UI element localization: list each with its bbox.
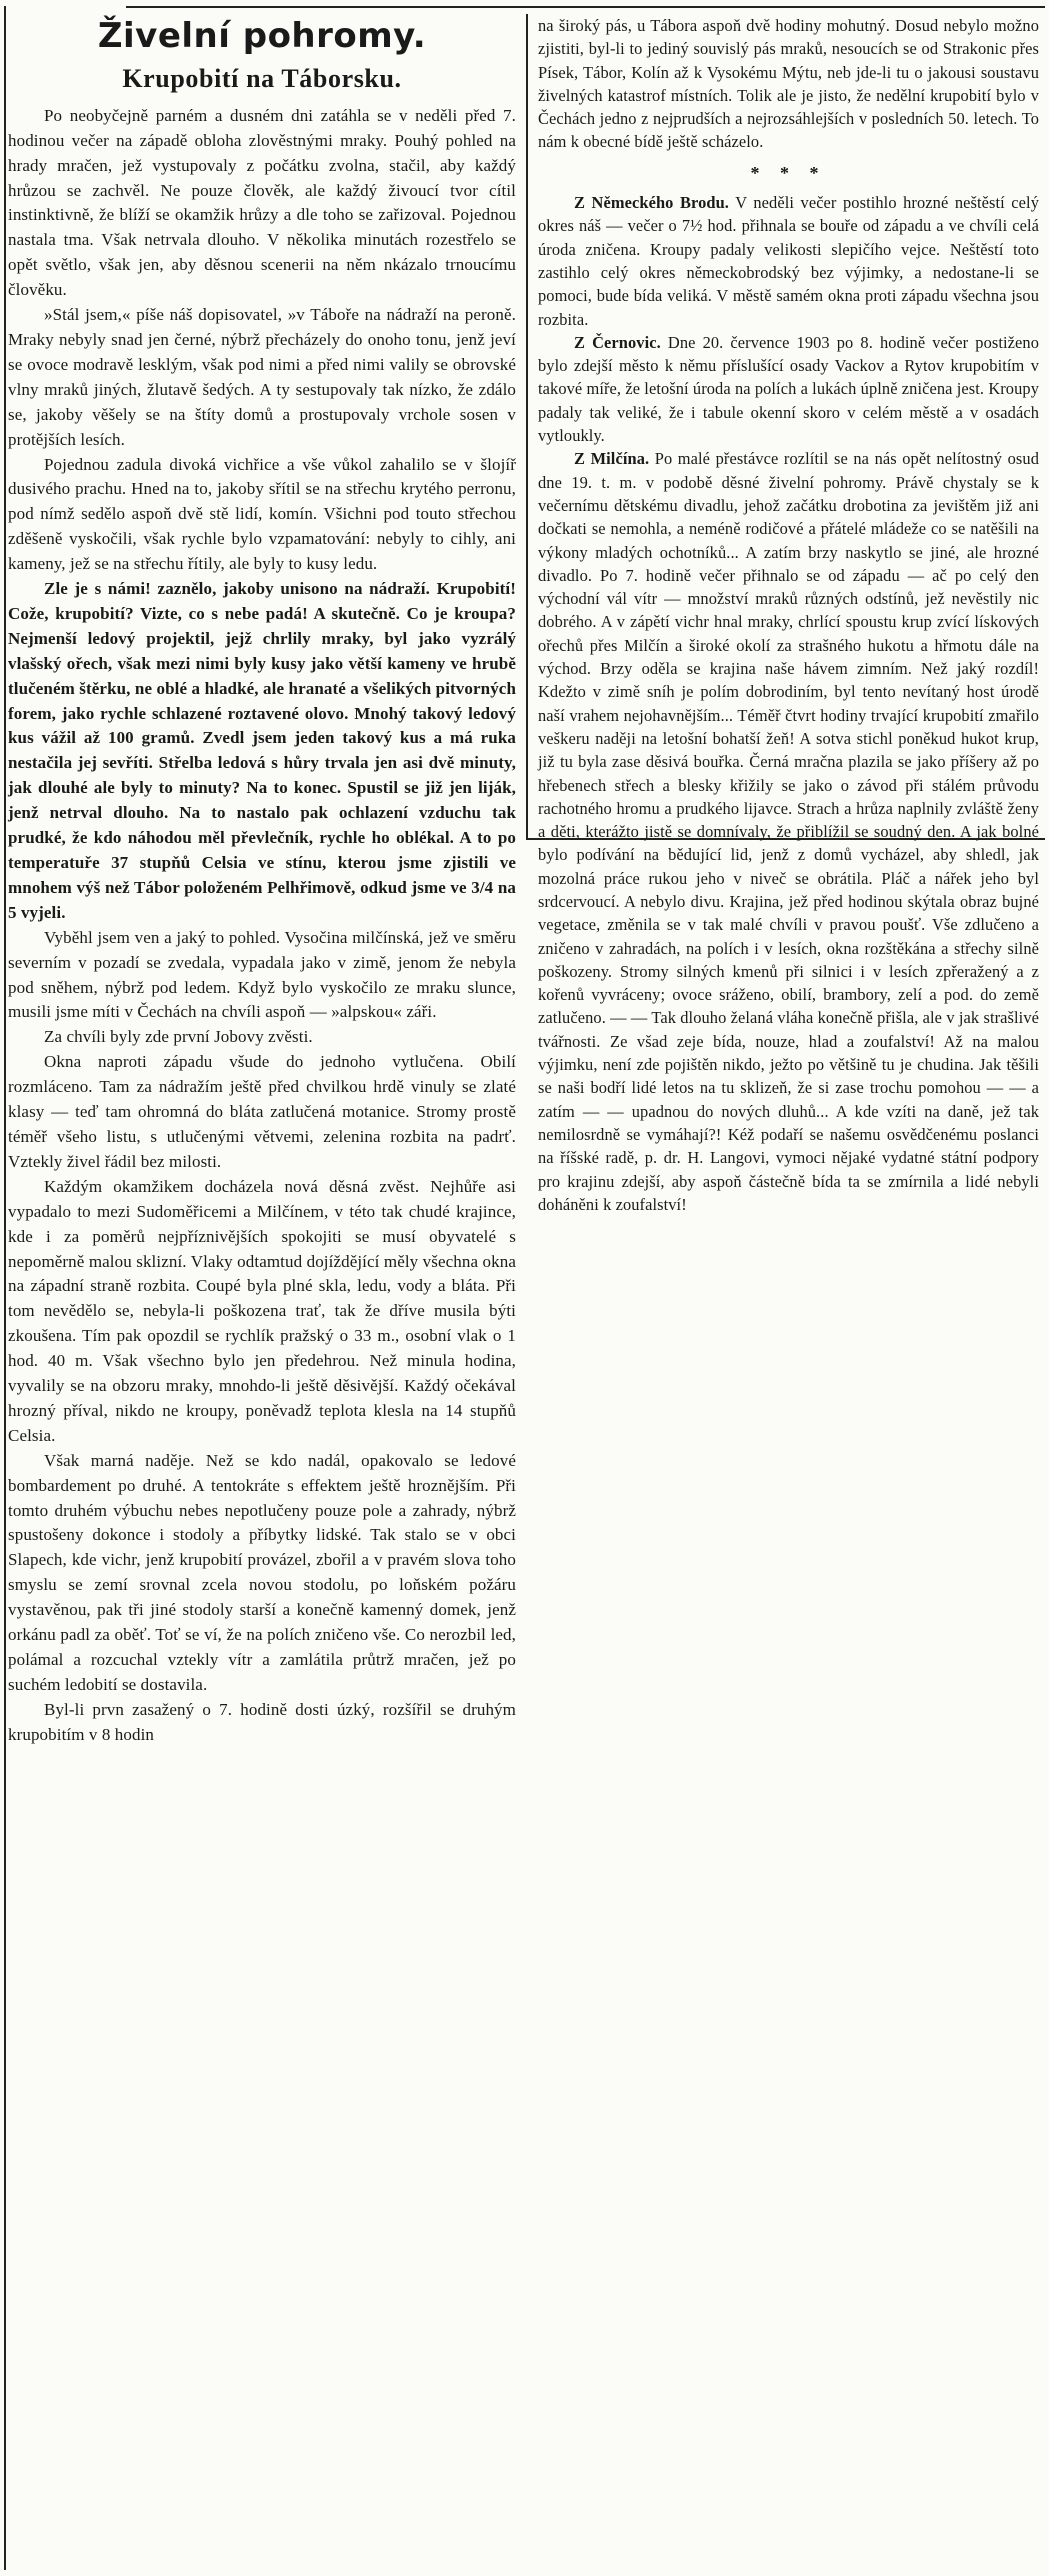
report-text: Po malé přestávce rozlítil se na nás opět nelítostný osud dne 19. t. m. v podobě děsné živelní pohromy. Právě chystaly se k večernímu dětskému divadlu, jehož začátku drobotina za jevištěm již ani dočkati se nemohla, a neméně rodičové a přátelé mládeže co se natěšili na výkony mladých ochotníků... A zatím brzy naskytlo se jiné, ale hrozné divadlo. Po 7. hodině večer přihnalo se od západu — ač po celý den východní vál vítr — množství mraků různých odstínů, jež nevěstily nic dobrého. A v zápětí vichr hnal mraky, chrlící spoustu krup zvící lískových ořechů přes Milčín a široké okolí za strašného hukotu a hřmotu dále na východ. Brzy oděla se krajina naše hávem zimním. Než jaký rozdíl! Kdežto v zimě sníh je polím dobrodiním, byl tento nevítaný host úrodě naší vrahem nejohavnějším... Téměř čtvrt hodiny trvající krupobití zmařilo veškeru naději na letošní bohatší žeň! A sotva stichl poněkud hukot krup, již tu byla zase děsivá bouřka. Černá mračna plazila se jako příšery až po hřebenech střech a blesky křižily se jako o závod při stálém průvodu rachotného hromu a prudkého lijavce. Strach a hrůza naplnily zvláště ženy a děti, kterážto jistě se domnívaly, že přiblížil se soudný den. A jak bolné bylo podívání na bědující lid, jenž z domů vycházel, aby shledl, jak mozolná práce rukou jeho v niveč se obrátila. Pláč a nářek jeho byl srdcervoucí. A nebylo divu. Krajina, jež před hodinou skýtala obraz bujné vegetace, změnila se v tak malé chvíli v pravou poušť. Vše zdlučeno a zničeno v zahradách, na polích i v lesích, okna rozštěkána a střechy silně poškozeny. Stromy silných kmenů při silnici i v lesích zpřeražený a z kořenů vyvráceny; ovoce sráženo, obilí, brambory, zelí a pod. do země zatlučeno. — — Tak dlouho želaná vláha konečně přišla, ale v jak strašlivé tvářnosti. Ze všad zeje bída, nouze, hlad a zoufalství! Až na malou výjimku, není zde pojištěn nikdo, ježto po většině tu je chudina. Jak těšili se naši bodří lidé letos na tu sklizeň, že si zase trochu pomohou — — a zatím — — upadnou do nových dluhů... A kde vzíti na daně, jež tak nemilosrdně se vymáhají?! Kéž podaří se našemu osvědčenému poslanci na říšské radě, p. dr. H. Langovi, vymoci nějaké vydatné státní podpory pro krajinu zdejší, aby aspoň částečně bída ta se zmírnila a lidé nebyli doháněni k zoufalství! xyxy=(538,449,1039,1214)
left-column xyxy=(4,14,526,2574)
section-separator-stars: * * * xyxy=(750,162,827,183)
paragraph: Pojednou zadula divoká vichřice a vše vůkol zahalilo se v šlojíř dusivého prachu. Hned na to, jakoby sřítil se na střechu krytého perronu, pod nímž sedělo aspoň dvě stě lidí, komín. Všichni pod touto střechou zděšeně vyskočili, však rychle bylo vzpamatování: nebyly to cihly, ani kameny, jež se na střechu řítily, ale byly to kusy ledu. xyxy=(8,454,516,574)
report-text: Dne 20. července 1903 po 8. hodině večer postiženo bylo zdejší město k němu příslušící osady Vackov a Rytov krupobitím v takové míře, že letošní úroda na polích a lukách úplně zničena jest. Kroupy padaly tak veliké, že i tabule okenní skoro v celém městě a v osadách vytloukly. xyxy=(538,332,1040,446)
paragraph: Po neobyčejně parném a dusném dni zatáhla se v neděli před 7. hodinou večer na západě obloha zlověstnými mraky. Pouhý pohled na hrady mračen, jež vystupovaly z počátku zvolna, stačil, aby každý hrůzou se zachvěl. Ne pouze člověk, ale každý živoucí tvor cítil instinktivně, že blíží se okamžik hrůzy a dle toho se zařizoval. Pojednou nastala tma. Však netrvala dlouho. V několika minutách rozestřelo se opět světlo, však jen, aby děsnou scenerii na něm nkázalo trnoucímu člověku. xyxy=(8,105,516,300)
paragraph: Okna naproti západu všude do jednoho vytlučena. Obilí rozmláceno. Tam za nádražím ještě před chvilkou hrdě vinuly se zlaté klasy — teď tam ohromná do bláta zatlučená motanice. Stromy prostě téměř všeho listu, s utlučenými větvemi, zelenina rozbita na padrť. Vztekly živel řádil bez milosti. xyxy=(8,1052,516,1171)
paragraph: Byl-li prvn zasažený o 7. hodině dosti úzký, rozšířil se druhým krupobitím v 8 hodin xyxy=(8,1699,516,1744)
right-column xyxy=(526,14,1045,1214)
paragraph: »Stál jsem,« píše náš dopisovatel, »v Táboře na nádraží na peroně. Mraky nebyly snad jen černé, nýbrž přecházely do onoho tonu, jenž jeví se ovoce modravě lesklým, však pod nimi a před nimi valily se obrovské vlny mraků jiných, žlutavě šedých. A ty sestupovaly tak nízko, že zdálo se, jakoby věšely se na štíty domů a prostupovaly vrchole sosen v protějších lesích. xyxy=(8,305,516,449)
paragraph: Za chvíli byly zde první Jobovy zvěsti. xyxy=(44,1027,313,1047)
paragraph: na široký pás, u Tábora aspoň dvě hodiny mohutný. Dosud nebylo možno zjistiti, byl-li to jediný souvislý pás mraků, nesoucích se od Strakonic přes Písek, Tábor, Kolín až k Vysokému Mýtu, neb jde-li tu o jakousi soustavu živelných katastrof místních. Tolik ale je jisto, že nedělní krupobití bylo v Čechách jedno z nejprudších a nejrozsáhlejších v posledních 50. letech. To nám k obecné bídě ještě scházelo. xyxy=(538,16,1039,152)
report-place: Z Milčína. xyxy=(574,449,650,469)
report-paragraph xyxy=(538,191,1039,331)
paragraph: Však marná naděje. Než se kdo nadál, opakovalo se ledové bombardement po druhé. A tentokráte s effektem ještě hroznějším. Při tomto druhém výbuchu nebes nepotlučeny pouze pole a zahrady, nýbrž spustošeny dokonce i stodoly a příbytky lidské. Tak stalo se v obci Slapech, kde vichr, jenž krupobití provázel, zbořil a v pravém slova toho smyslu se zemí srovnal zcela novou stodolu, po loňském požáru vystavěnou, pak tři jiné stodoly starší a konečně kamenný domek, jenž orkánu padl za oběť. Toť se ví, že na polích zničeno vše. Co nerozbil led, polámal a rozcuchal vztekly vítr a zamlátila průtrž mračen, jež po suchém ledobití se dostavila. xyxy=(8,1450,516,1694)
column-bottom-rule xyxy=(528,838,1045,840)
report-place: Z Černovic. xyxy=(574,332,661,352)
report-paragraph xyxy=(538,447,1039,1216)
report-paragraph xyxy=(538,331,1039,447)
article-subtitle: Krupobití na Táborsku. xyxy=(122,63,402,93)
report-text: V neděli večer postihlo hrozné neštěstí celý okres náš — večer o 7½ hod. přihnala se bouře od západu a ve chvíli celá úroda zničena. Kroupy padaly velikosti slepičího vejce. Neštěstí toto zastihlo celý okres německobrodský bez výjimky, a nedostane-li se pomoci, bude bída veliká. V městě samém okna proti západu všechna jsou rozbita. xyxy=(538,193,1039,329)
section-title: Živelní pohromy. xyxy=(97,16,427,56)
paragraph: Vyběhl jsem ven a jaký to pohled. Vysočina milčínská, jež ve směru severním v pozadí se zvedala, vypadala jako v zimě, jenom že nebyla pod sněhem, nýbrž pod ledem. Když bylo vyskočilo ze mraku slunce, musili jsme míti v Čechách na chvíli aspoň — »alpskou« záři. xyxy=(8,927,516,1022)
paragraph: Každým okamžikem docházela nová děsná zvěst. Nejhůře asi vypadalo to mezi Sudoměřicemi a Milčínem, v této tak chudé krajince, kde i za poměrů nejpříznivějších spokojiti se musí obyvatelé s nepoměrně malou sklizní. Vlaky odtamtud dojíždějící měly všechna okna na západní straně rozbita. Coupé byla plné skla, ledu, vody a bláta. Při tom nevědělo se, nebyla-li poškozena trať, tak že dříve musila býti zkoušena. Tím pak opozdil se rychlík pražský o 33 m., osobní vlak o 1 hod. 40 m. Však všechno bylo jen předehrou. Než minula hodina, vyvalily se na obzoru mraky, mnohdo-li ještě děsivější. Každý očekával hrozný příval, nikdo ne kroupy, poněvadž teplota klesla na 14 stupňů Celsia. xyxy=(8,1176,516,1445)
paragraph: Zle je s námi! zaznělo, jakoby unisono na nádraží. Krupobití! Cože, krupobití? Vizte, co s nebe padá! A skutečně. Co je kroupa? Nejmenší ledový projektil, jejž chrlily mraky, byl jako vyzrálý vlašský ořech, však mezi nimi byly kusy jako větší kameny ve hrubě tlučeném štěrku, ne oblé a hladké, ale hranaté a všelikých pitvorných forem, jako rychle schlazené roztavené olovo. Mnohý takový ledový kus vážil až 100 gramů. Zvedl jsem jeden takový kus a má ruka nestačila jej sevříti. Střelba ledová s hůry trvala jen asi dvě minuty, jak dlouhé ale byly to minuty? Na to konec. Spustil se již jen liják, jenž netrval dlouho. Na to nastalo pak ochlazení vzduchu tak prudké, že kdo náhodou měl převlečník, rychle ho oblékal. A to po temperatuře 37 stupňů Celsia ve stínu, kterou jsme zjistili ve mnohem výš než Tábor položeném Pelhřimově, odkud jsme ve 3/4 na 5 vyjeli. xyxy=(8,579,516,922)
report-place: Z Německého Brodu. xyxy=(574,193,729,213)
top-rule xyxy=(126,6,1045,8)
